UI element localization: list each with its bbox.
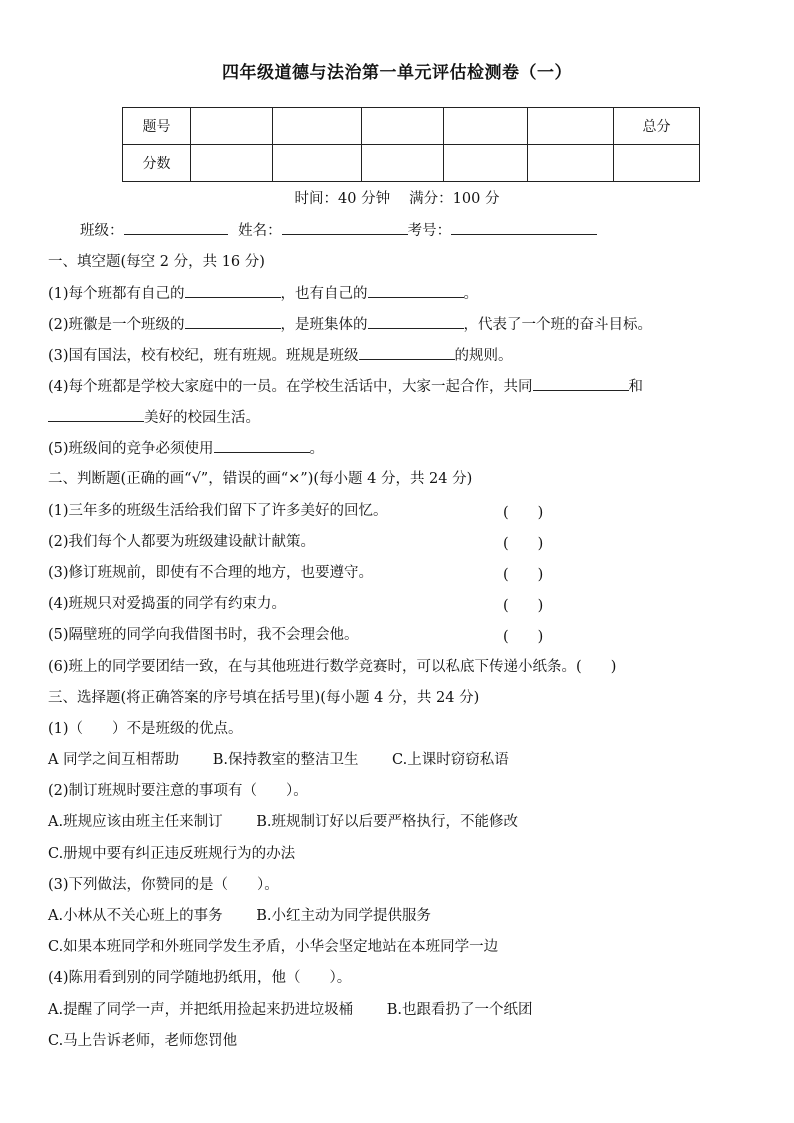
- score-cell[interactable]: [444, 108, 528, 145]
- judge-question: (4)班规只对爱捣蛋的同学有约束力。: [48, 596, 287, 612]
- answer-blank[interactable]: [368, 283, 464, 298]
- row-label-question-no: 题号: [123, 108, 191, 145]
- score-cell[interactable]: [444, 145, 528, 182]
- answer-paren[interactable]: ( ): [503, 567, 544, 583]
- total-score-cell[interactable]: [614, 145, 700, 182]
- choice-question: (2)制订班规时要注意的事项有（ ）。: [48, 783, 308, 799]
- score-cell[interactable]: [362, 145, 444, 182]
- exam-time-info: 时间：40 分钟 满分：100 分: [294, 191, 500, 207]
- judge-question: (2)我们每个人都要为班级建设献计献策。: [48, 534, 316, 550]
- name-label: 姓名：: [238, 223, 282, 239]
- choice-question: (4)陈用看到别的同学随地扔纸用，他（ ）。: [48, 970, 352, 986]
- table-row: [123, 145, 700, 182]
- answer-paren[interactable]: ( ): [503, 505, 544, 521]
- fill-question-2: (2)班徽是一个班级的 ，是班集体的 ，代表了一个班的奋斗目标。: [48, 314, 652, 335]
- judge-question: (3)修订班规前，即使有不合理的地方，也要遵守。: [48, 565, 374, 581]
- section-heading: 一、填空题(每空 2 分，共 16 分): [48, 254, 265, 270]
- answer-blank[interactable]: [214, 438, 310, 453]
- exam-no-blank[interactable]: [451, 220, 597, 235]
- choice-question: (3)下列做法，你赞同的是（ ）。: [48, 877, 279, 893]
- row-label-score: 分数: [123, 145, 191, 182]
- judge-question: (6)班上的同学要团结一致，在与其他班进行数学竞赛时，可以私底下传递小纸条。( ): [48, 659, 617, 675]
- choice-options: C.如果本班同学和外班同学发生矛盾，小华会坚定地站在本班同学一边: [48, 939, 499, 955]
- choice-options: A 同学之间互相帮助 B.保持教室的整洁卫生 C.上课时窃窃私语: [48, 752, 509, 768]
- score-cell[interactable]: [528, 145, 614, 182]
- score-cell[interactable]: [273, 108, 362, 145]
- page-title: 四年级道德与法治第一单元评估检测卷（一）: [222, 63, 572, 83]
- student-info-row: [80, 220, 597, 241]
- class-label: 班级：: [80, 223, 124, 239]
- choice-options: C.马上告诉老师，老师您罚他: [48, 1033, 238, 1049]
- answer-blank[interactable]: [533, 376, 629, 391]
- answer-blank[interactable]: [185, 314, 281, 329]
- fill-question-4-cont: 美好的校园生活。: [48, 407, 260, 428]
- choice-question: (1)（ ）不是班级的优点。: [48, 721, 243, 737]
- score-cell[interactable]: [191, 108, 273, 145]
- choice-options: C.册规中要有纠正违反班规行为的办法: [48, 846, 296, 862]
- choice-options: A.小林从不关心班上的事务 B.小红主动为同学提供服务: [48, 908, 431, 924]
- exam-no-label: 考号：: [407, 223, 452, 239]
- answer-paren[interactable]: ( ): [503, 536, 544, 552]
- answer-blank[interactable]: [368, 314, 464, 329]
- table-row: [123, 108, 700, 145]
- score-cell[interactable]: [528, 108, 614, 145]
- class-blank[interactable]: [124, 220, 228, 235]
- fill-question-4: (4)每个班都是学校大家庭中的一员。在学校生活话中，大家一起合作，共同 和: [48, 376, 643, 397]
- judge-question: (5)隔壁班的同学向我借图书时，我不会理会他。: [48, 627, 359, 643]
- answer-blank[interactable]: [359, 345, 455, 360]
- answer-blank[interactable]: [185, 283, 281, 298]
- section-heading: 三、选择题(将正确答案的序号填在括号里)(每小题 4 分，共 24 分): [48, 690, 480, 706]
- fill-question-3: (3)国有国法，校有校纪，班有班规。班规是班级 的规则。: [48, 345, 513, 366]
- answer-paren[interactable]: ( ): [503, 598, 544, 614]
- choice-options: A.班规应该由班主任来制订 B.班规制订好以后要严格执行，不能修改: [48, 814, 518, 830]
- judge-question: (1)三年多的班级生活给我们留下了许多美好的回忆。: [48, 503, 388, 519]
- score-cell[interactable]: [191, 145, 273, 182]
- fill-question-5: (5)班级间的竞争必须使用 。: [48, 438, 324, 459]
- name-blank[interactable]: [282, 220, 408, 235]
- section-heading: 二、判断题(正确的画“√”，错误的画“×”)(每小题 4 分，共 24 分): [48, 471, 473, 487]
- score-table: [122, 107, 700, 182]
- answer-blank[interactable]: [48, 407, 144, 422]
- score-cell[interactable]: [273, 145, 362, 182]
- score-cell[interactable]: [362, 108, 444, 145]
- total-label: 总分: [614, 108, 700, 145]
- choice-options: A.提醒了同学一声，并把纸用捡起来扔进垃圾桶 B.也跟看扔了一个纸团: [48, 1002, 533, 1018]
- fill-question-1: (1)每个班都有自己的 ，也有自己的 。: [48, 283, 478, 304]
- answer-paren[interactable]: ( ): [503, 629, 544, 645]
